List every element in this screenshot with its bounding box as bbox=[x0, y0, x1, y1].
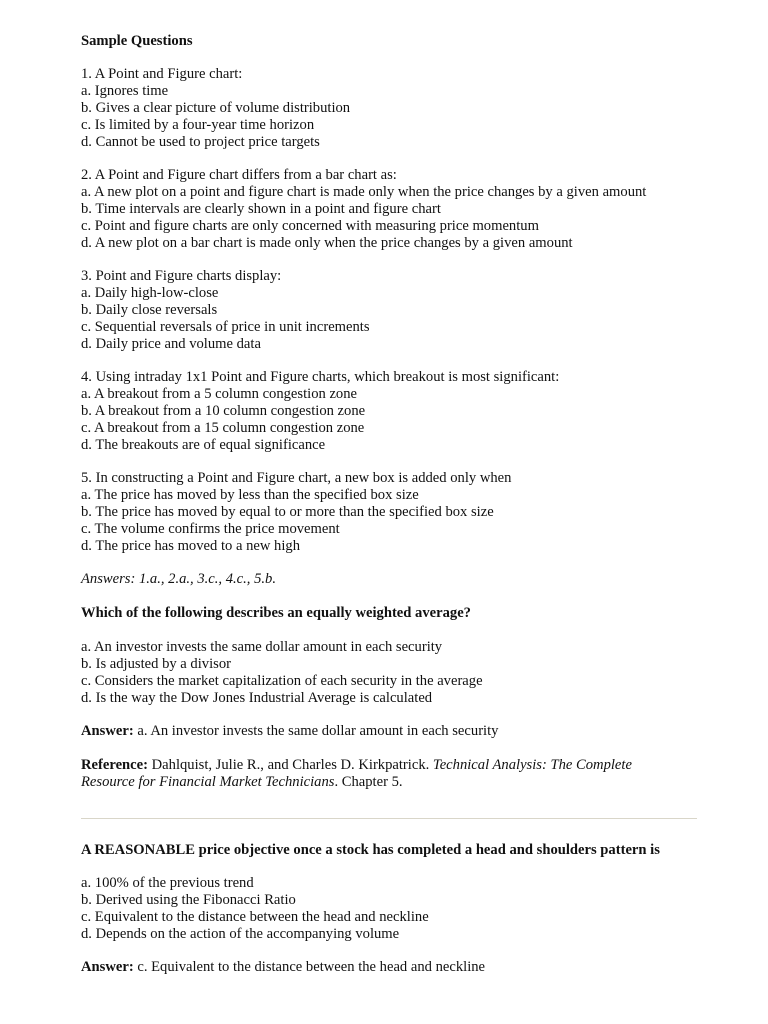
question-6-answer bbox=[81, 723, 498, 740]
question-5-option-c: c. The volume confirms the price movement bbox=[81, 521, 340, 537]
answer-text: c. Equivalent to the distance between the head and neckline bbox=[133, 959, 486, 975]
question-7-option-d: d. Depends on the action of the accompanying volume bbox=[81, 926, 400, 942]
question-4: 4. Using intraday 1x1 Point and Figure charts, which breakout is most significant: bbox=[81, 369, 560, 385]
question-7-option-b: b. Derived using the Fibonacci Ratio bbox=[81, 892, 296, 908]
question-4-option-a: a. A breakout from a 5 column congestion zone bbox=[81, 386, 357, 402]
reference-title-part-1: Technical Analysis: The Complete bbox=[432, 757, 632, 773]
question-2-option-d: d. A new plot on a bar chart is made only when the price changes by a given amount bbox=[81, 235, 573, 251]
question-1-option-a: a. Ignores time bbox=[81, 83, 169, 99]
question-4-option-d: d. The breakouts are of equal significance bbox=[81, 437, 326, 453]
question-5: 5. In constructing a Point and Figure chart, a new box is added only when bbox=[81, 470, 512, 486]
reference-label: Reference: bbox=[81, 757, 148, 773]
reference-title-part-2: Resource for Financial Market Technicians bbox=[81, 774, 335, 790]
reference-line-1 bbox=[81, 757, 632, 774]
question-7: A REASONABLE price objective once a stock has completed a head and shoulders pattern is bbox=[81, 842, 660, 858]
question-5-option-a: a. The price has moved by less than the specified box size bbox=[81, 487, 419, 503]
answer-label: Answer: bbox=[81, 723, 134, 739]
question-2-option-c: c. Point and figure charts are only concerned with measuring price momentum bbox=[81, 218, 539, 234]
question-4-option-c: c. A breakout from a 15 column congestion zone bbox=[81, 420, 365, 436]
question-6-option-b: b. Is adjusted by a divisor bbox=[81, 656, 231, 672]
question-7-answer bbox=[81, 959, 485, 976]
question-7-option-c: c. Equivalent to the distance between the head and neckline bbox=[81, 909, 429, 925]
answer-label: Answer: bbox=[81, 959, 134, 975]
question-6-option-a: a. An investor invests the same dollar amount in each security bbox=[81, 639, 443, 655]
question-5-option-b: b. The price has moved by equal to or more than the specified box size bbox=[81, 504, 494, 520]
question-7-option-a: a. 100% of the previous trend bbox=[81, 875, 254, 891]
question-6: Which of the following describes an equally weighted average? bbox=[81, 605, 471, 621]
question-6-option-d: d. Is the way the Dow Jones Industrial Average is calculated bbox=[81, 690, 433, 706]
question-2-option-b: b. Time intervals are clearly shown in a point and figure chart bbox=[81, 201, 441, 217]
question-3: 3. Point and Figure charts display: bbox=[81, 268, 282, 284]
page-title: Sample Questions bbox=[81, 33, 193, 49]
question-2-option-a: a. A new plot on a point and figure chart is made only when the price changes by a given amount bbox=[81, 184, 647, 200]
question-1-option-c: c. Is limited by a four-year time horizon bbox=[81, 117, 315, 133]
answer-text: a. An investor invests the same dollar amount in each security bbox=[133, 723, 499, 739]
question-3-option-c: c. Sequential reversals of price in unit increments bbox=[81, 319, 370, 335]
reference-tail: . Chapter 5. bbox=[334, 774, 403, 790]
question-3-option-a: a. Daily high-low-close bbox=[81, 285, 219, 301]
section-divider bbox=[81, 818, 697, 819]
question-1-option-d: d. Cannot be used to project price targets bbox=[81, 134, 320, 150]
question-3-option-b: b. Daily close reversals bbox=[81, 302, 218, 318]
question-1: 1. A Point and Figure chart: bbox=[81, 66, 243, 82]
question-5-option-d: d. The price has moved to a new high bbox=[81, 538, 300, 554]
question-4-option-b: b. A breakout from a 10 column congestion zone bbox=[81, 403, 366, 419]
answers-line: Answers: 1.a., 2.a., 3.c., 4.c., 5.b. bbox=[81, 571, 276, 587]
question-6-option-c: c. Considers the market capitalization of each security in the average bbox=[81, 673, 483, 689]
reference-authors: Dahlquist, Julie R., and Charles D. Kirkpatrick. bbox=[147, 757, 433, 773]
question-3-option-d: d. Daily price and volume data bbox=[81, 336, 261, 352]
question-1-option-b: b. Gives a clear picture of volume distribution bbox=[81, 100, 351, 116]
reference-line-2 bbox=[81, 774, 403, 791]
question-2: 2. A Point and Figure chart differs from a bar chart as: bbox=[81, 167, 397, 183]
